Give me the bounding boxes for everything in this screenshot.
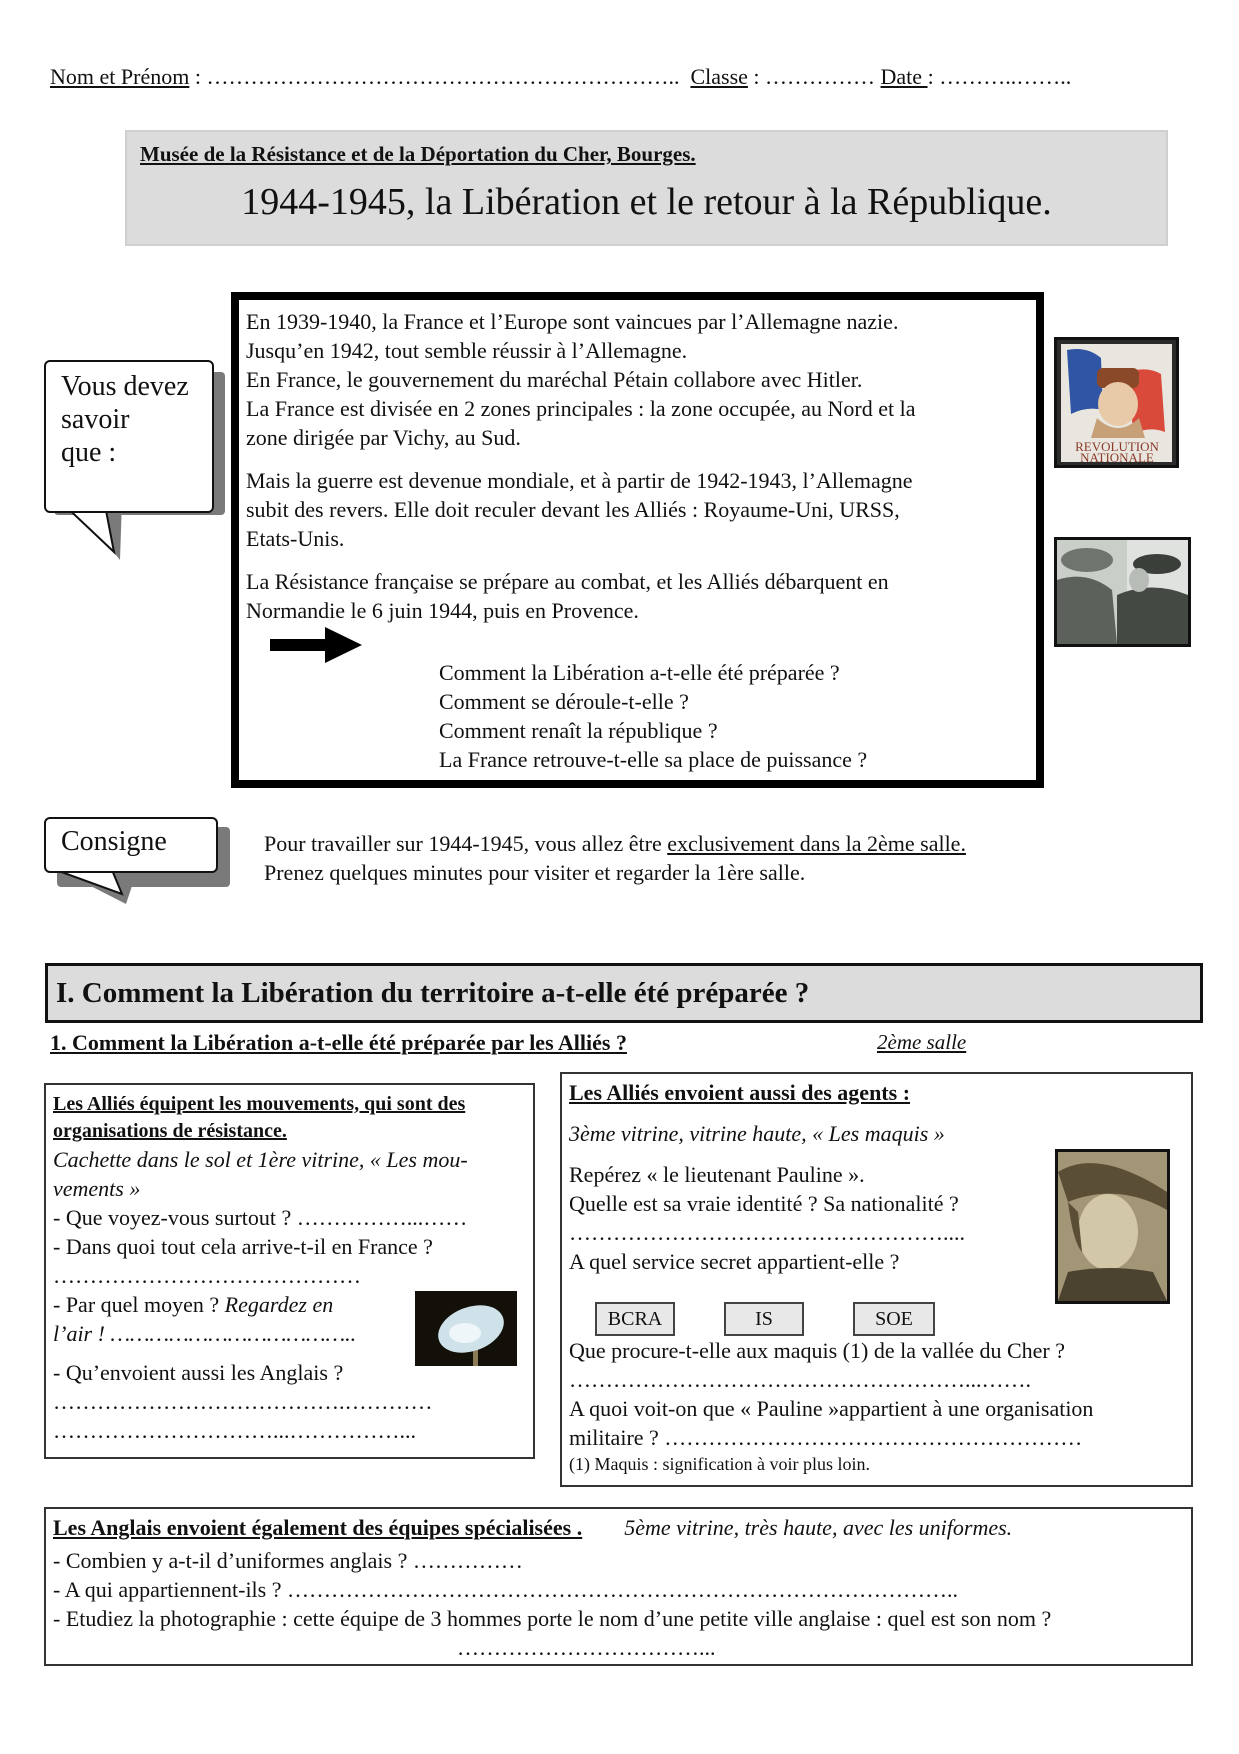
title-box bbox=[125, 130, 1168, 246]
intro-line: La Résistance française se prépare au combat, et les Alliés débarquent en bbox=[246, 569, 889, 594]
answer-line[interactable]: …………………………………… bbox=[53, 1263, 361, 1288]
question: A quel service secret appartient-elle ? bbox=[569, 1249, 900, 1274]
question[interactable]: - A qui appartiennent-ils ? ……………………………………………………………………………….. bbox=[53, 1577, 958, 1602]
intro-question: Comment la Libération a-t-elle été préparée ? bbox=[439, 660, 840, 685]
intro-paragraph-1 bbox=[246, 307, 1036, 452]
callout-line: savoir bbox=[61, 404, 130, 435]
name-label: Nom et Prénom bbox=[50, 64, 190, 89]
intro-line: zone dirigée par Vichy, au Sud. bbox=[246, 425, 521, 450]
meeting-photo bbox=[1054, 537, 1191, 647]
arrow-right-icon bbox=[270, 625, 366, 665]
consigne-line1: Pour travailler sur 1944-1945, vous allez être bbox=[264, 831, 668, 856]
agents-box bbox=[560, 1072, 1193, 1487]
box-title: Les Alliés équipent les mouvements, qui sont des bbox=[53, 1093, 466, 1115]
intro-line: subit des revers. Elle doit reculer devant les Alliés : Royaume-Uni, URSS, bbox=[246, 497, 900, 522]
consigne-text bbox=[264, 829, 966, 887]
service-option-soe[interactable]: SOE bbox=[853, 1302, 935, 1336]
question: Quelle est sa vraie identité ? Sa nationalité ? bbox=[569, 1191, 959, 1216]
consigne-emphasis: exclusivement dans la 2ème salle. bbox=[667, 831, 966, 856]
location-hint: vements » bbox=[53, 1176, 141, 1201]
answer-line[interactable]: ………………………………………………...……. bbox=[569, 1367, 1031, 1392]
intro-questions bbox=[439, 658, 867, 774]
intro-paragraph-3 bbox=[246, 567, 1036, 625]
footnote: (1) Maquis : signification à voir plus loin. bbox=[569, 1454, 870, 1474]
intro-line: Normandie le 6 juin 1944, puis en Provence. bbox=[246, 598, 639, 623]
poster-text-1: REVOLUTION bbox=[1075, 439, 1159, 454]
question: Que procure-t-elle aux maquis (1) de la vallée du Cher ? bbox=[569, 1338, 1066, 1363]
consigne-label: Consigne bbox=[61, 826, 167, 857]
date-field[interactable]: ………..…….. bbox=[939, 64, 1072, 89]
section-heading: I. Comment la Libération du territoire a-t-elle été préparée ? bbox=[45, 963, 1203, 1023]
room-label: 2ème salle bbox=[877, 1030, 967, 1054]
consigne-tail-icon bbox=[44, 870, 164, 906]
instruction: Repérez « le lieutenant Pauline ». bbox=[569, 1162, 865, 1187]
answer-line[interactable]: ………………………………….………… bbox=[53, 1389, 433, 1414]
teams-box bbox=[44, 1507, 1193, 1666]
answer-line[interactable]: l’air ! ……………………………….. bbox=[53, 1321, 357, 1346]
question[interactable]: - Combien y a-t-il d’uniformes anglais ? …………… bbox=[53, 1548, 523, 1573]
intro-box bbox=[231, 292, 1044, 788]
consigne-line2: Prenez quelques minutes pour visiter et regarder la 1ère salle. bbox=[264, 860, 806, 885]
hint: Regardez en bbox=[224, 1292, 334, 1317]
intro-line: Mais la guerre est devenue mondiale, et à partir de 1942-1943, l’Allemagne bbox=[246, 468, 913, 493]
service-option-is[interactable]: IS bbox=[724, 1302, 804, 1336]
intro-line: En France, le gouvernement du maréchal Pétain collabore avec Hitler. bbox=[246, 367, 863, 392]
question-answer[interactable]: militaire ? ………………………………………………… bbox=[569, 1425, 1083, 1450]
pauline-photo bbox=[1055, 1149, 1170, 1304]
location-hint: 5ème vitrine, très haute, avec les uniformes. bbox=[624, 1515, 1013, 1540]
box-title: Les Anglais envoient également des équipes spécialisées . bbox=[53, 1515, 583, 1540]
intro-question: La France retrouve-t-elle sa place de puissance ? bbox=[439, 747, 868, 772]
date-label: Date bbox=[880, 64, 928, 89]
answer-line[interactable]: …………………………...……………... bbox=[53, 1418, 416, 1443]
answer-line[interactable]: ……………………………... bbox=[457, 1635, 716, 1660]
answer-line[interactable]: …………………………………………….... bbox=[569, 1220, 965, 1245]
service-option-bcra[interactable]: BCRA bbox=[595, 1302, 675, 1336]
poster-text-2: NATIONALE bbox=[1080, 450, 1154, 465]
class-separator: : bbox=[747, 64, 766, 89]
callout-line: Vous devez bbox=[61, 371, 189, 402]
intro-line: Etats-Unis. bbox=[246, 526, 345, 551]
intro-line: En 1939-1940, la France et l’Europe sont vaincues par l’Allemagne nazie. bbox=[246, 309, 899, 334]
sub-heading: 1. Comment la Libération a-t-elle été préparée par les Alliés ? bbox=[50, 1030, 627, 1055]
intro-line: La France est divisée en 2 zones principales : la zone occupée, au Nord et la bbox=[246, 396, 916, 421]
know-callout bbox=[44, 360, 214, 513]
page-title: 1944-1945, la Libération et le retour à la République. bbox=[241, 181, 1052, 223]
allies-equip-box bbox=[44, 1083, 535, 1459]
location-hint: 3ème vitrine, vitrine haute, « Les maquis » bbox=[569, 1121, 945, 1146]
class-label: Classe bbox=[690, 64, 748, 89]
location-hint: Cachette dans le sol et 1ère vitrine, « Les mou- bbox=[53, 1147, 468, 1172]
name-separator: : bbox=[189, 64, 207, 89]
intro-question: Comment se déroule-t-elle ? bbox=[439, 689, 689, 714]
box-title: organisations de résistance. bbox=[53, 1120, 287, 1142]
question: - Qu’envoient aussi les Anglais ? bbox=[53, 1360, 344, 1385]
name-field[interactable]: ……………………………………………………….. bbox=[206, 64, 680, 89]
question: - Dans quoi tout cela arrive-t-il en France ? bbox=[53, 1234, 433, 1259]
intro-line: Jusqu’en 1942, tout semble réussir à l’Allemagne. bbox=[246, 338, 688, 363]
callout-line: que : bbox=[61, 437, 117, 468]
consigne-callout bbox=[44, 817, 218, 873]
question[interactable]: - Que voyez-vous surtout ? ……………...…… bbox=[53, 1205, 468, 1230]
student-info-line bbox=[50, 64, 1071, 90]
intro-question: Comment renaît la république ? bbox=[439, 718, 718, 743]
question: - Par quel moyen ? bbox=[53, 1292, 225, 1317]
parachute-photo bbox=[415, 1291, 517, 1366]
museum-name: Musée de la Résistance et de la Déportation du Cher, Bourges. bbox=[140, 142, 696, 166]
date-separator: : bbox=[927, 64, 940, 89]
petain-poster-photo bbox=[1054, 337, 1179, 468]
intro-paragraph-2 bbox=[246, 466, 1036, 553]
class-field[interactable]: …………… bbox=[765, 64, 881, 89]
box-title: Les Alliés envoient aussi des agents : bbox=[569, 1080, 911, 1105]
question: - Etudiez la photographie : cette équipe de 3 hommes porte le nom d’une petite ville anglaise : quel est son nom ? bbox=[53, 1606, 1052, 1631]
question: A quoi voit-on que « Pauline »appartient à une organisation bbox=[569, 1396, 1094, 1421]
